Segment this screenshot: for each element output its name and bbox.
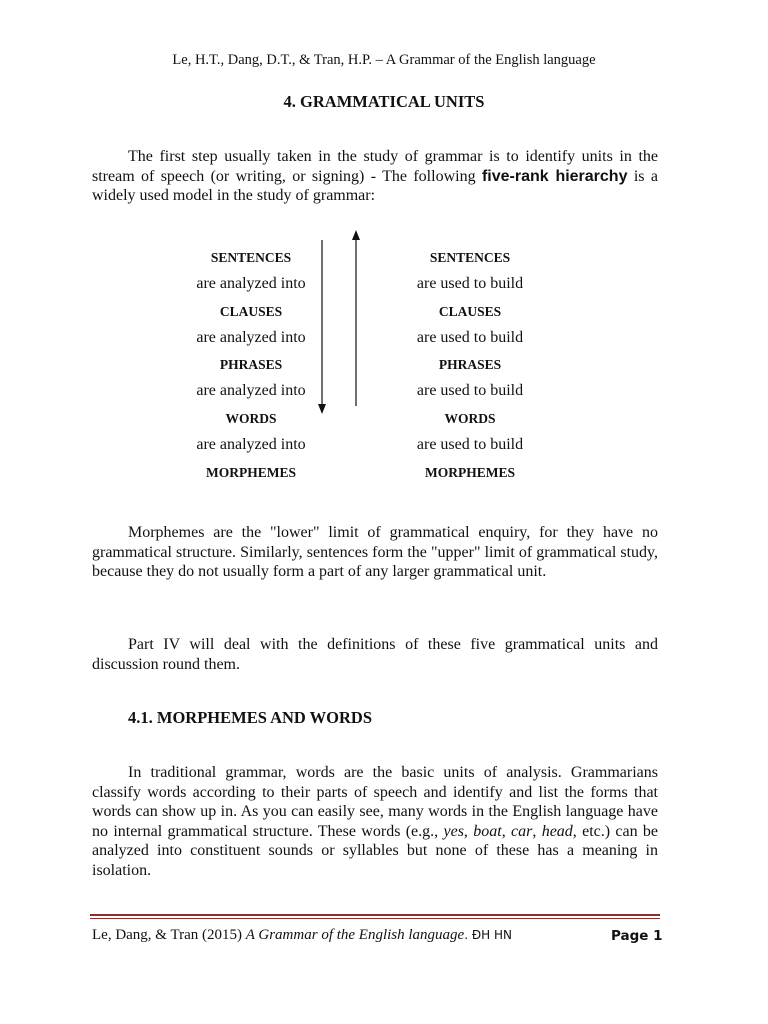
section-title: 4. GRAMMATICAL UNITS <box>283 92 485 111</box>
traditional-text-end: , etc.) can be analyzed into constituent sounds or syllables but none of these has a meaning in isolation. <box>92 822 659 879</box>
page-number: Page 1 <box>611 928 663 944</box>
footer-rule-bottom <box>90 918 660 919</box>
part-iv-paragraph: Part IV will deal with the definitions of these five grammatical units and discussion round them. <box>92 636 658 673</box>
left-connector: are analyzed into <box>196 275 306 292</box>
example-word: boat <box>473 822 502 840</box>
intro-paragraph <box>92 147 658 206</box>
footer-citation <box>92 927 512 944</box>
right-connector: are used to build <box>416 382 524 399</box>
intro-text-end: is a widely used model in the study of grammar: <box>92 167 658 205</box>
footer-book-title: A Grammar of the English language <box>245 927 465 943</box>
example-word: head <box>541 822 573 840</box>
left-unit-morphemes: MORPHEMES <box>206 465 296 480</box>
running-header: Le, H.T., Dang, D.T., & Tran, H.P. – A Grammar of the English language <box>172 52 596 68</box>
limits-paragraph: Morphemes are the "lower" limit of grammatical enquiry, for they have no grammatical structure. Similarly, sentences form the "upper" limit of grammatical study, because they do not usually form a part of any larger grammatical unit. <box>92 524 658 581</box>
left-unit-phrases: PHRASES <box>219 357 283 372</box>
left-unit-clauses: CLAUSES <box>219 304 283 319</box>
left-unit-sentences: SENTENCES <box>210 250 292 265</box>
example-word: car <box>511 822 533 840</box>
right-unit-phrases: PHRASES <box>438 357 502 372</box>
right-unit-morphemes: MORPHEMES <box>425 465 515 480</box>
right-connector: are used to build <box>416 436 524 453</box>
down-arrow <box>318 240 326 414</box>
subsection-title: 4.1. MORPHEMES AND WORDS <box>128 708 373 727</box>
right-unit-clauses: CLAUSES <box>438 304 502 319</box>
left-connector: are analyzed into <box>196 436 306 453</box>
footer-rule-top <box>90 914 660 916</box>
left-unit-words: WORDS <box>225 411 277 426</box>
right-unit-words: WORDS <box>444 411 496 426</box>
example-word: yes <box>443 822 464 840</box>
footer-authors-year: Le, Dang, & Tran (2015) <box>92 927 246 943</box>
intro-bold-term: five-rank hierarchy <box>481 167 628 185</box>
intro-text-start: The first step usually taken in the study of grammar is to identify units in the stream of speech (or writing, or signing) - The following <box>92 148 658 185</box>
traditional-text-start: In traditional grammar, words are the basic units of analysis. Grammarians classify words according to their parts of speech and identify and list the forms that words can show up in. As you can easily see, many words in the English language have no internal grammatical structure. These words (e.g., <box>92 764 658 840</box>
right-unit-sentences: SENTENCES <box>429 250 511 265</box>
hierarchy-arrows <box>312 228 368 420</box>
right-connector: are used to build <box>416 275 524 292</box>
left-connector: are analyzed into <box>196 329 306 346</box>
up-arrow <box>352 230 360 406</box>
right-connector: are used to build <box>416 329 524 346</box>
traditional-grammar-paragraph: In traditional grammar, words are the basic units of analysis. Grammarians classify words according to their parts of speech and identify and list the forms that words can show up in. As you can easily see, many words in the English language have no internal grammatical structure. These words (e.g., yes, boat, car, head, etc.) can be analyzed into constituent sounds or syllables but none of these has a meaning in isolation. <box>92 764 659 879</box>
footer-place: . ĐH HN <box>464 928 512 942</box>
left-connector: are analyzed into <box>196 382 306 399</box>
